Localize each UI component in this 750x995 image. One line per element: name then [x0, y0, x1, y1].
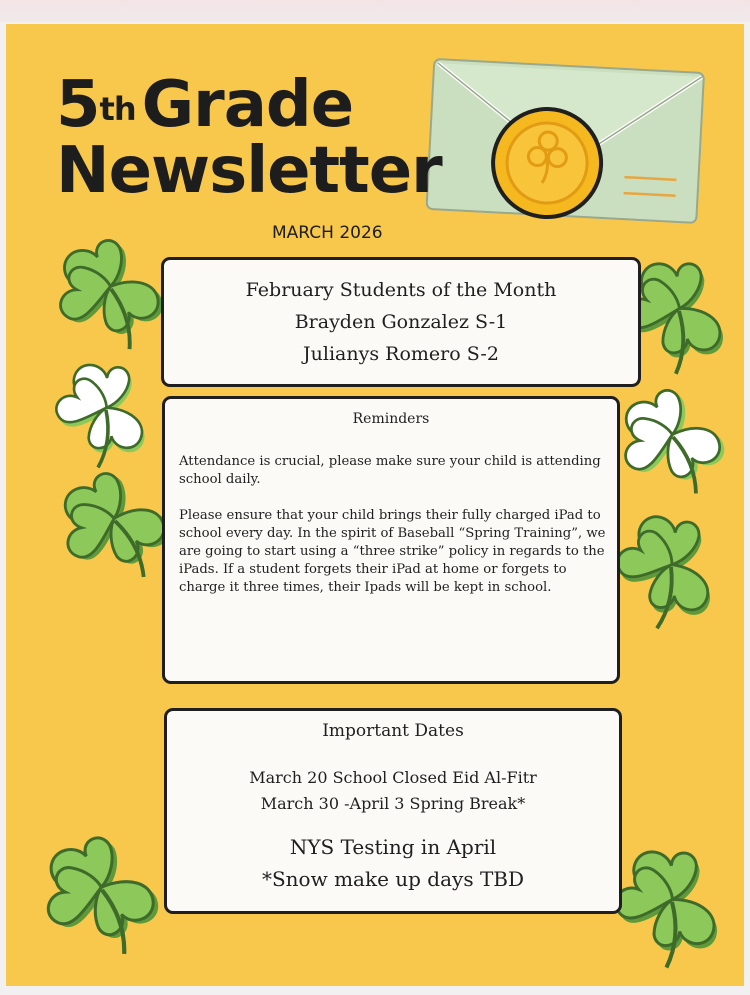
date-item: March 30 -April 3 Spring Break*: [260, 794, 526, 813]
grade-suffix: th: [99, 90, 136, 128]
grade-number: 5: [56, 68, 100, 142]
student-name: Julianys Romero S-2: [303, 343, 499, 365]
date-note: *Snow make up days TBD: [261, 867, 525, 891]
important-dates-heading: Important Dates: [322, 721, 464, 741]
date-note: NYS Testing in April: [289, 835, 497, 859]
reminder-paragraph: Attendance is crucial, please make sure your child is attending school daily.: [179, 454, 601, 487]
date-label: MARCH 2026: [272, 223, 383, 243]
student-name: Brayden Gonzalez S-1: [294, 311, 508, 333]
title-grade-word: Grade: [141, 68, 354, 142]
newsletter-title: [56, 68, 442, 208]
date-item: March 20 School Closed Eid Al-Fitr: [249, 768, 537, 787]
newsletter-page: [6, 24, 744, 986]
students-heading: February Students of the Month: [245, 279, 557, 301]
reminders-heading: Reminders: [352, 411, 430, 427]
envelope-icon: [416, 56, 716, 236]
top-strip: [0, 0, 750, 22]
shamrock-icon: [19, 807, 185, 973]
students-of-month-box: [161, 257, 641, 387]
title-newsletter-word: Newsletter: [56, 134, 442, 208]
reminder-paragraph: Please ensure that your child brings their fully charged iPad to school every day. In the spirit of Baseball “Spring Training”, we are going to start using a “three strike” policy in regards to the iPads. If a student forgets their iPad at home or forgets to charge it three times, their Ipads will be kept in school.: [179, 508, 606, 595]
reminders-box: [162, 396, 620, 684]
important-dates-box: [164, 708, 622, 914]
